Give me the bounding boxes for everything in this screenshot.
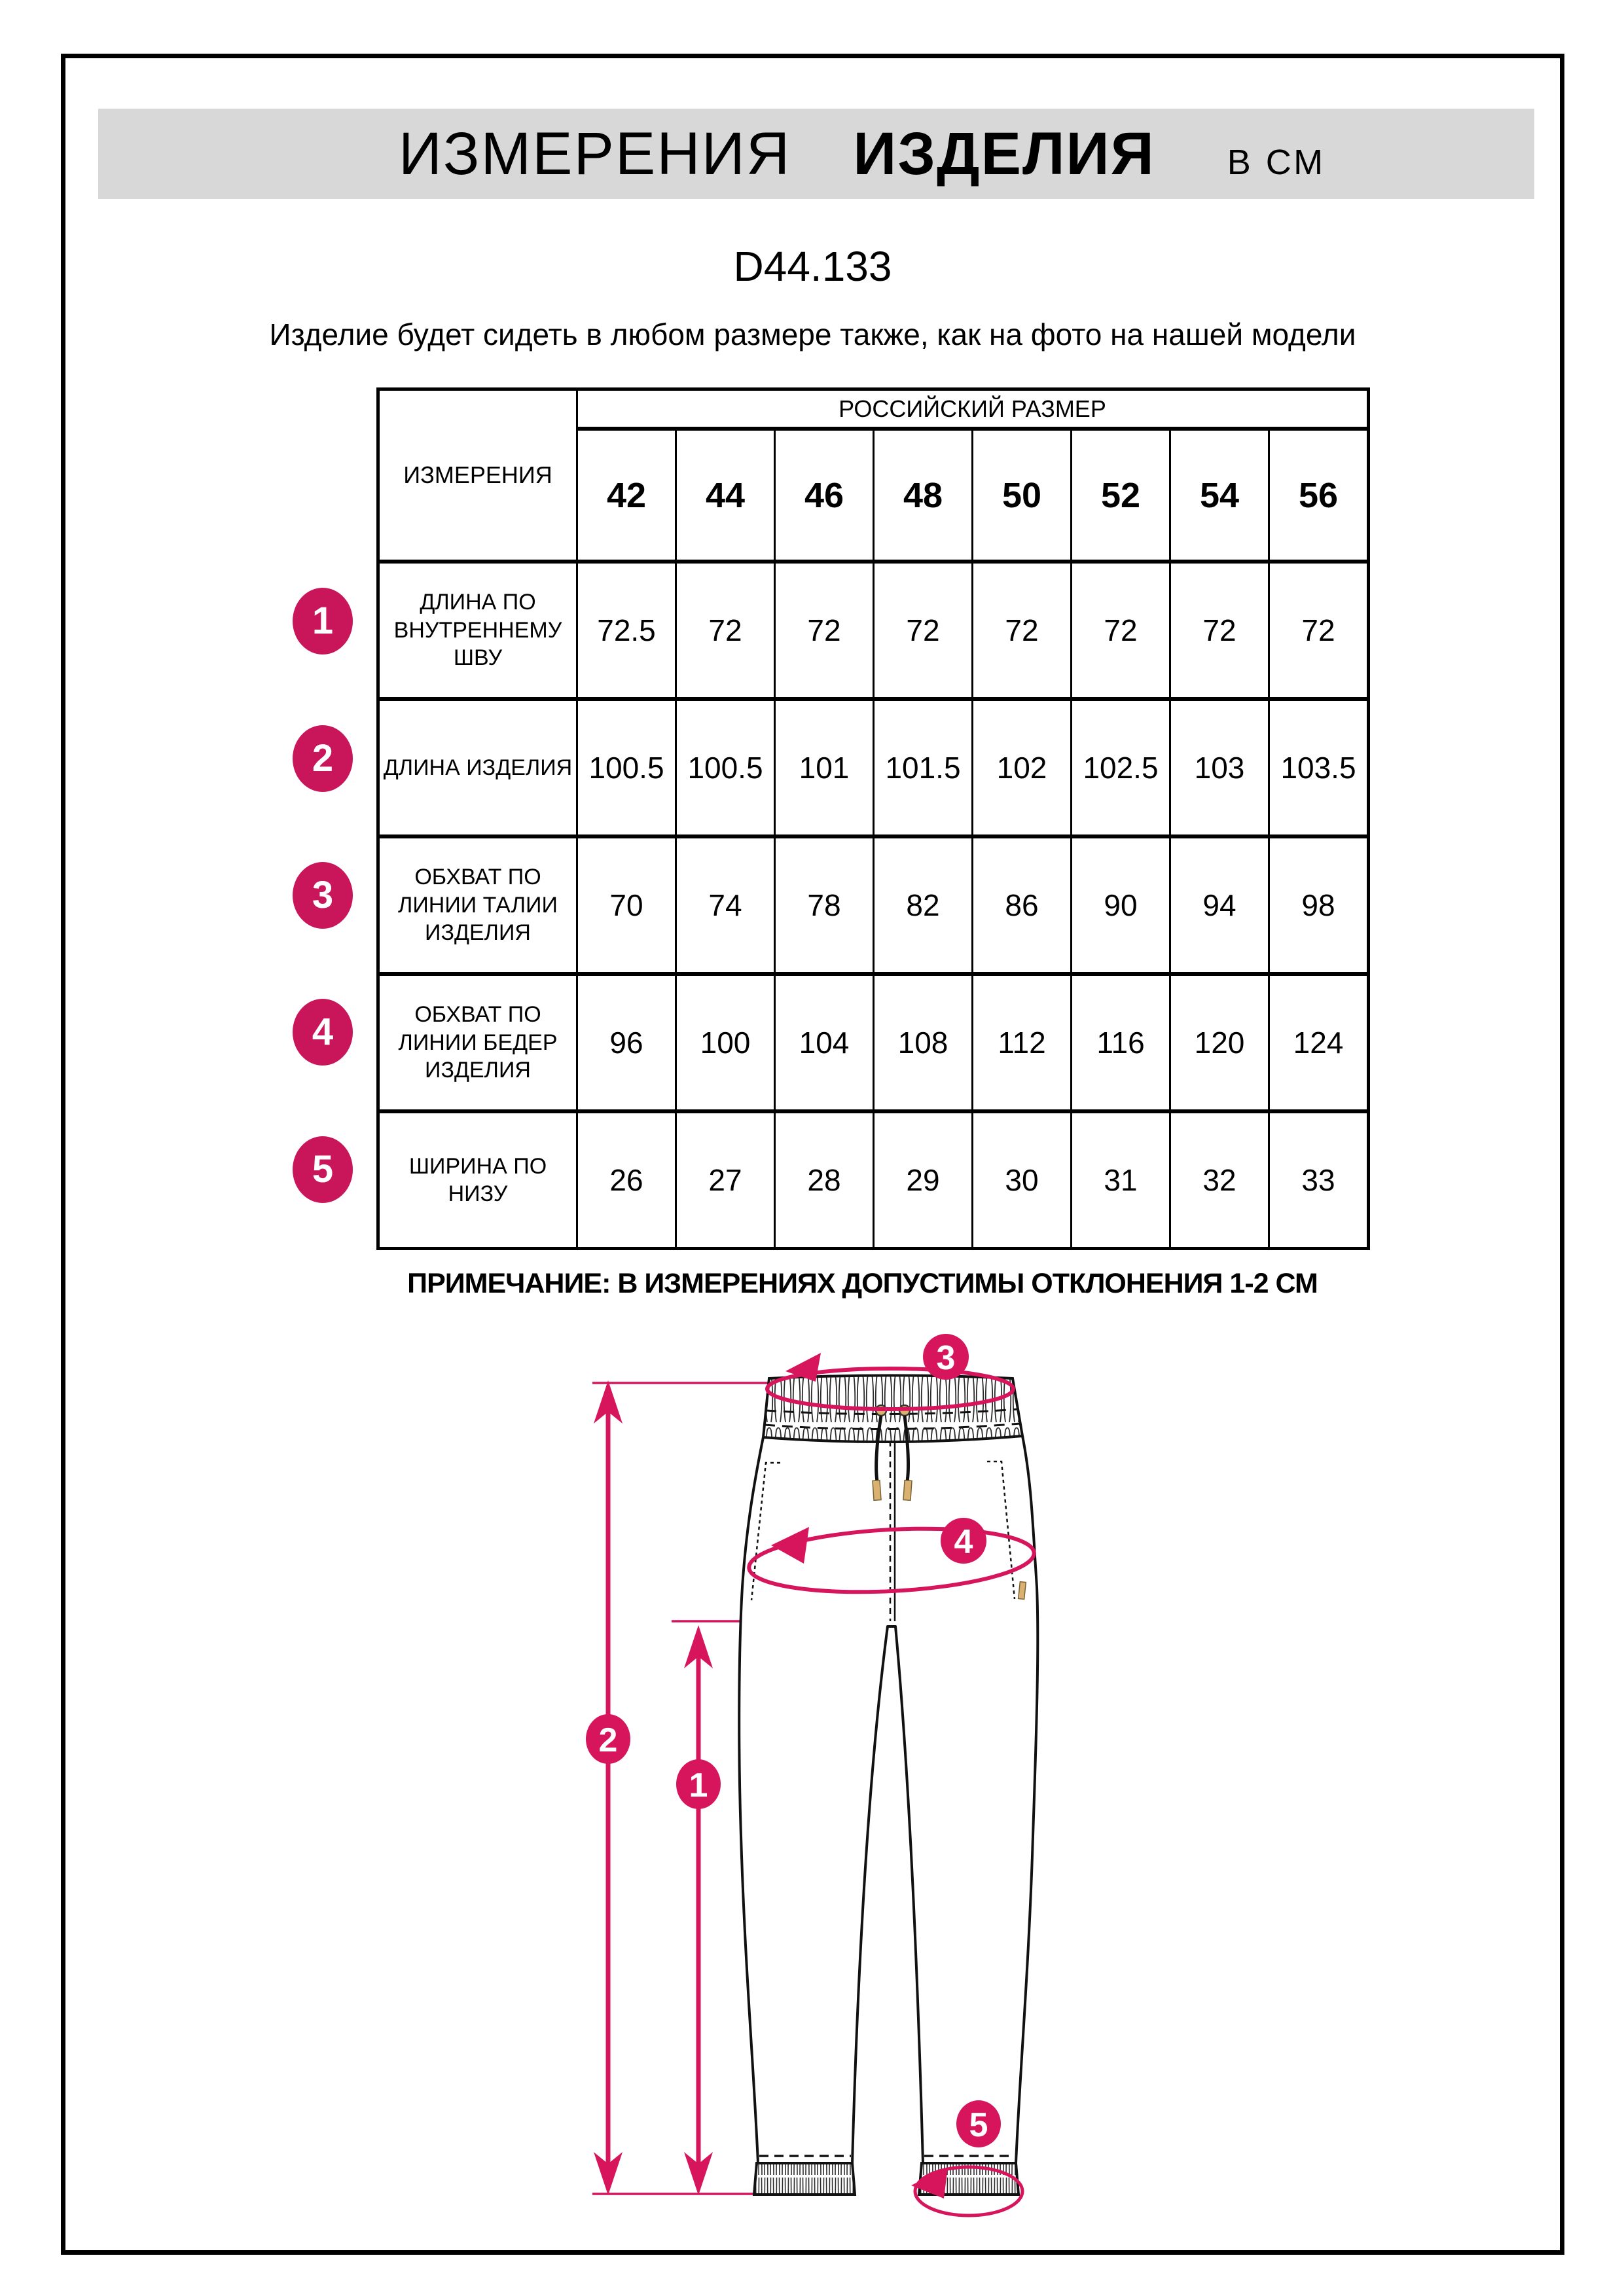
measure-label: ОБХВАТ ПО ЛИНИИ ТАЛИИ ИЗДЕЛИЯ bbox=[378, 836, 577, 974]
measure-label: ДЛИНА ИЗДЕЛИЯ bbox=[378, 699, 577, 836]
measure-value: 101.5 bbox=[874, 699, 973, 836]
size-header: 50 bbox=[973, 429, 1072, 562]
table-row bbox=[378, 562, 1369, 699]
measure-value: 27 bbox=[676, 1111, 775, 1249]
measure-value: 98 bbox=[1269, 836, 1369, 974]
measure-value: 104 bbox=[775, 974, 874, 1111]
table-row bbox=[378, 699, 1369, 836]
row-number-badge: 3 bbox=[293, 862, 353, 929]
measure-value: 72 bbox=[1170, 562, 1269, 699]
measure-value: 31 bbox=[1072, 1111, 1170, 1249]
diagram-badge-1 bbox=[676, 1759, 721, 1809]
size-header: 46 bbox=[775, 429, 874, 562]
corner-header: ИЗМЕРЕНИЯ bbox=[378, 389, 577, 562]
measure-value: 100.5 bbox=[676, 699, 775, 836]
measure-value: 96 bbox=[577, 974, 676, 1111]
pants-outline bbox=[739, 1376, 1038, 2195]
measure-value: 90 bbox=[1072, 836, 1170, 974]
title-measurements: ИЗМЕРЕНИЯ bbox=[398, 120, 791, 187]
table-row bbox=[378, 1111, 1369, 1249]
measure-value: 70 bbox=[577, 836, 676, 974]
tolerance-note: ПРИМЕЧАНИЕ: В ИЗМЕРЕНИЯХ ДОПУСТИМЫ ОТКЛОНЕНИЯ 1-2 СМ bbox=[407, 1268, 1318, 1299]
title-banner bbox=[98, 109, 1534, 199]
row-number-badge: 2 bbox=[293, 725, 353, 792]
measure-value: 72.5 bbox=[577, 562, 676, 699]
pocket-rivet bbox=[1019, 1582, 1026, 1600]
size-header: 48 bbox=[874, 429, 973, 562]
measure-value: 103 bbox=[1170, 699, 1269, 836]
measure-value: 102 bbox=[973, 699, 1072, 836]
size-header: 42 bbox=[577, 429, 676, 562]
svg-text:2: 2 bbox=[598, 1721, 618, 1759]
measure-value: 78 bbox=[775, 836, 874, 974]
measure-value: 26 bbox=[577, 1111, 676, 1249]
svg-text:4: 4 bbox=[954, 1523, 973, 1561]
measure-label: ШИРИНА ПО НИЗУ bbox=[378, 1111, 577, 1249]
measure-value: 94 bbox=[1170, 836, 1269, 974]
cuff-left bbox=[754, 2163, 855, 2195]
table-row bbox=[378, 974, 1369, 1111]
measure-value: 72 bbox=[775, 562, 874, 699]
size-header: 56 bbox=[1269, 429, 1369, 562]
size-header: 52 bbox=[1072, 429, 1170, 562]
measure-label: ДЛИНА ПО ВНУТРЕННЕМУ ШВУ bbox=[378, 562, 577, 699]
pants-technical-drawing bbox=[563, 1312, 1152, 2294]
measure-value: 112 bbox=[973, 974, 1072, 1111]
measure-value: 86 bbox=[973, 836, 1072, 974]
measure-value: 103.5 bbox=[1269, 699, 1369, 836]
measure-value: 32 bbox=[1170, 1111, 1269, 1249]
row-number-badge: 4 bbox=[293, 999, 353, 1066]
measure-value: 108 bbox=[874, 974, 973, 1111]
size-header: 44 bbox=[676, 429, 775, 562]
measure-value: 102.5 bbox=[1072, 699, 1170, 836]
measure-value: 28 bbox=[775, 1111, 874, 1249]
measure-value: 30 bbox=[973, 1111, 1072, 1249]
measure-label: ОБХВАТ ПО ЛИНИИ БЕДЕР ИЗДЕЛИЯ bbox=[378, 974, 577, 1111]
measure-value: 33 bbox=[1269, 1111, 1369, 1249]
svg-text:3: 3 bbox=[936, 1339, 956, 1377]
measure-value: 116 bbox=[1072, 974, 1170, 1111]
page-frame bbox=[61, 54, 1564, 2255]
measure-value: 72 bbox=[676, 562, 775, 699]
measure-value: 72 bbox=[1269, 562, 1369, 699]
svg-text:1: 1 bbox=[689, 1767, 708, 1804]
measure-value: 29 bbox=[874, 1111, 973, 1249]
row-number-badge: 1 bbox=[293, 588, 353, 655]
model-number: D44.133 bbox=[733, 243, 892, 290]
measure-value: 72 bbox=[874, 562, 973, 699]
size-group-header: РОССИЙСКИЙ РАЗМЕР bbox=[577, 389, 1369, 429]
measure-value: 82 bbox=[874, 836, 973, 974]
diagram-badge-5 bbox=[956, 2100, 1001, 2147]
table-row bbox=[378, 389, 1369, 429]
row-number-badge: 5 bbox=[293, 1136, 353, 1203]
measure-value: 101 bbox=[775, 699, 874, 836]
svg-text:5: 5 bbox=[969, 2106, 988, 2144]
measure-value: 124 bbox=[1269, 974, 1369, 1111]
table-row bbox=[378, 836, 1369, 974]
measure-value: 74 bbox=[676, 836, 775, 974]
measure-value: 100.5 bbox=[577, 699, 676, 836]
fit-subtitle: Изделие будет сидеть в любом размере также, как на фото на нашей модели bbox=[269, 317, 1356, 351]
measure-value: 72 bbox=[1072, 562, 1170, 699]
measure-value: 100 bbox=[676, 974, 775, 1111]
size-table bbox=[376, 387, 1370, 1250]
diagram-badge-4 bbox=[941, 1518, 986, 1564]
measure-value: 72 bbox=[973, 562, 1072, 699]
measure-value: 120 bbox=[1170, 974, 1269, 1111]
title-unit: В СМ bbox=[1227, 143, 1326, 182]
title-product: ИЗДЕЛИЯ bbox=[853, 120, 1155, 187]
size-header: 54 bbox=[1170, 429, 1269, 562]
diagram-badge-3 bbox=[923, 1334, 969, 1380]
diagram-badge-2 bbox=[586, 1714, 630, 1764]
